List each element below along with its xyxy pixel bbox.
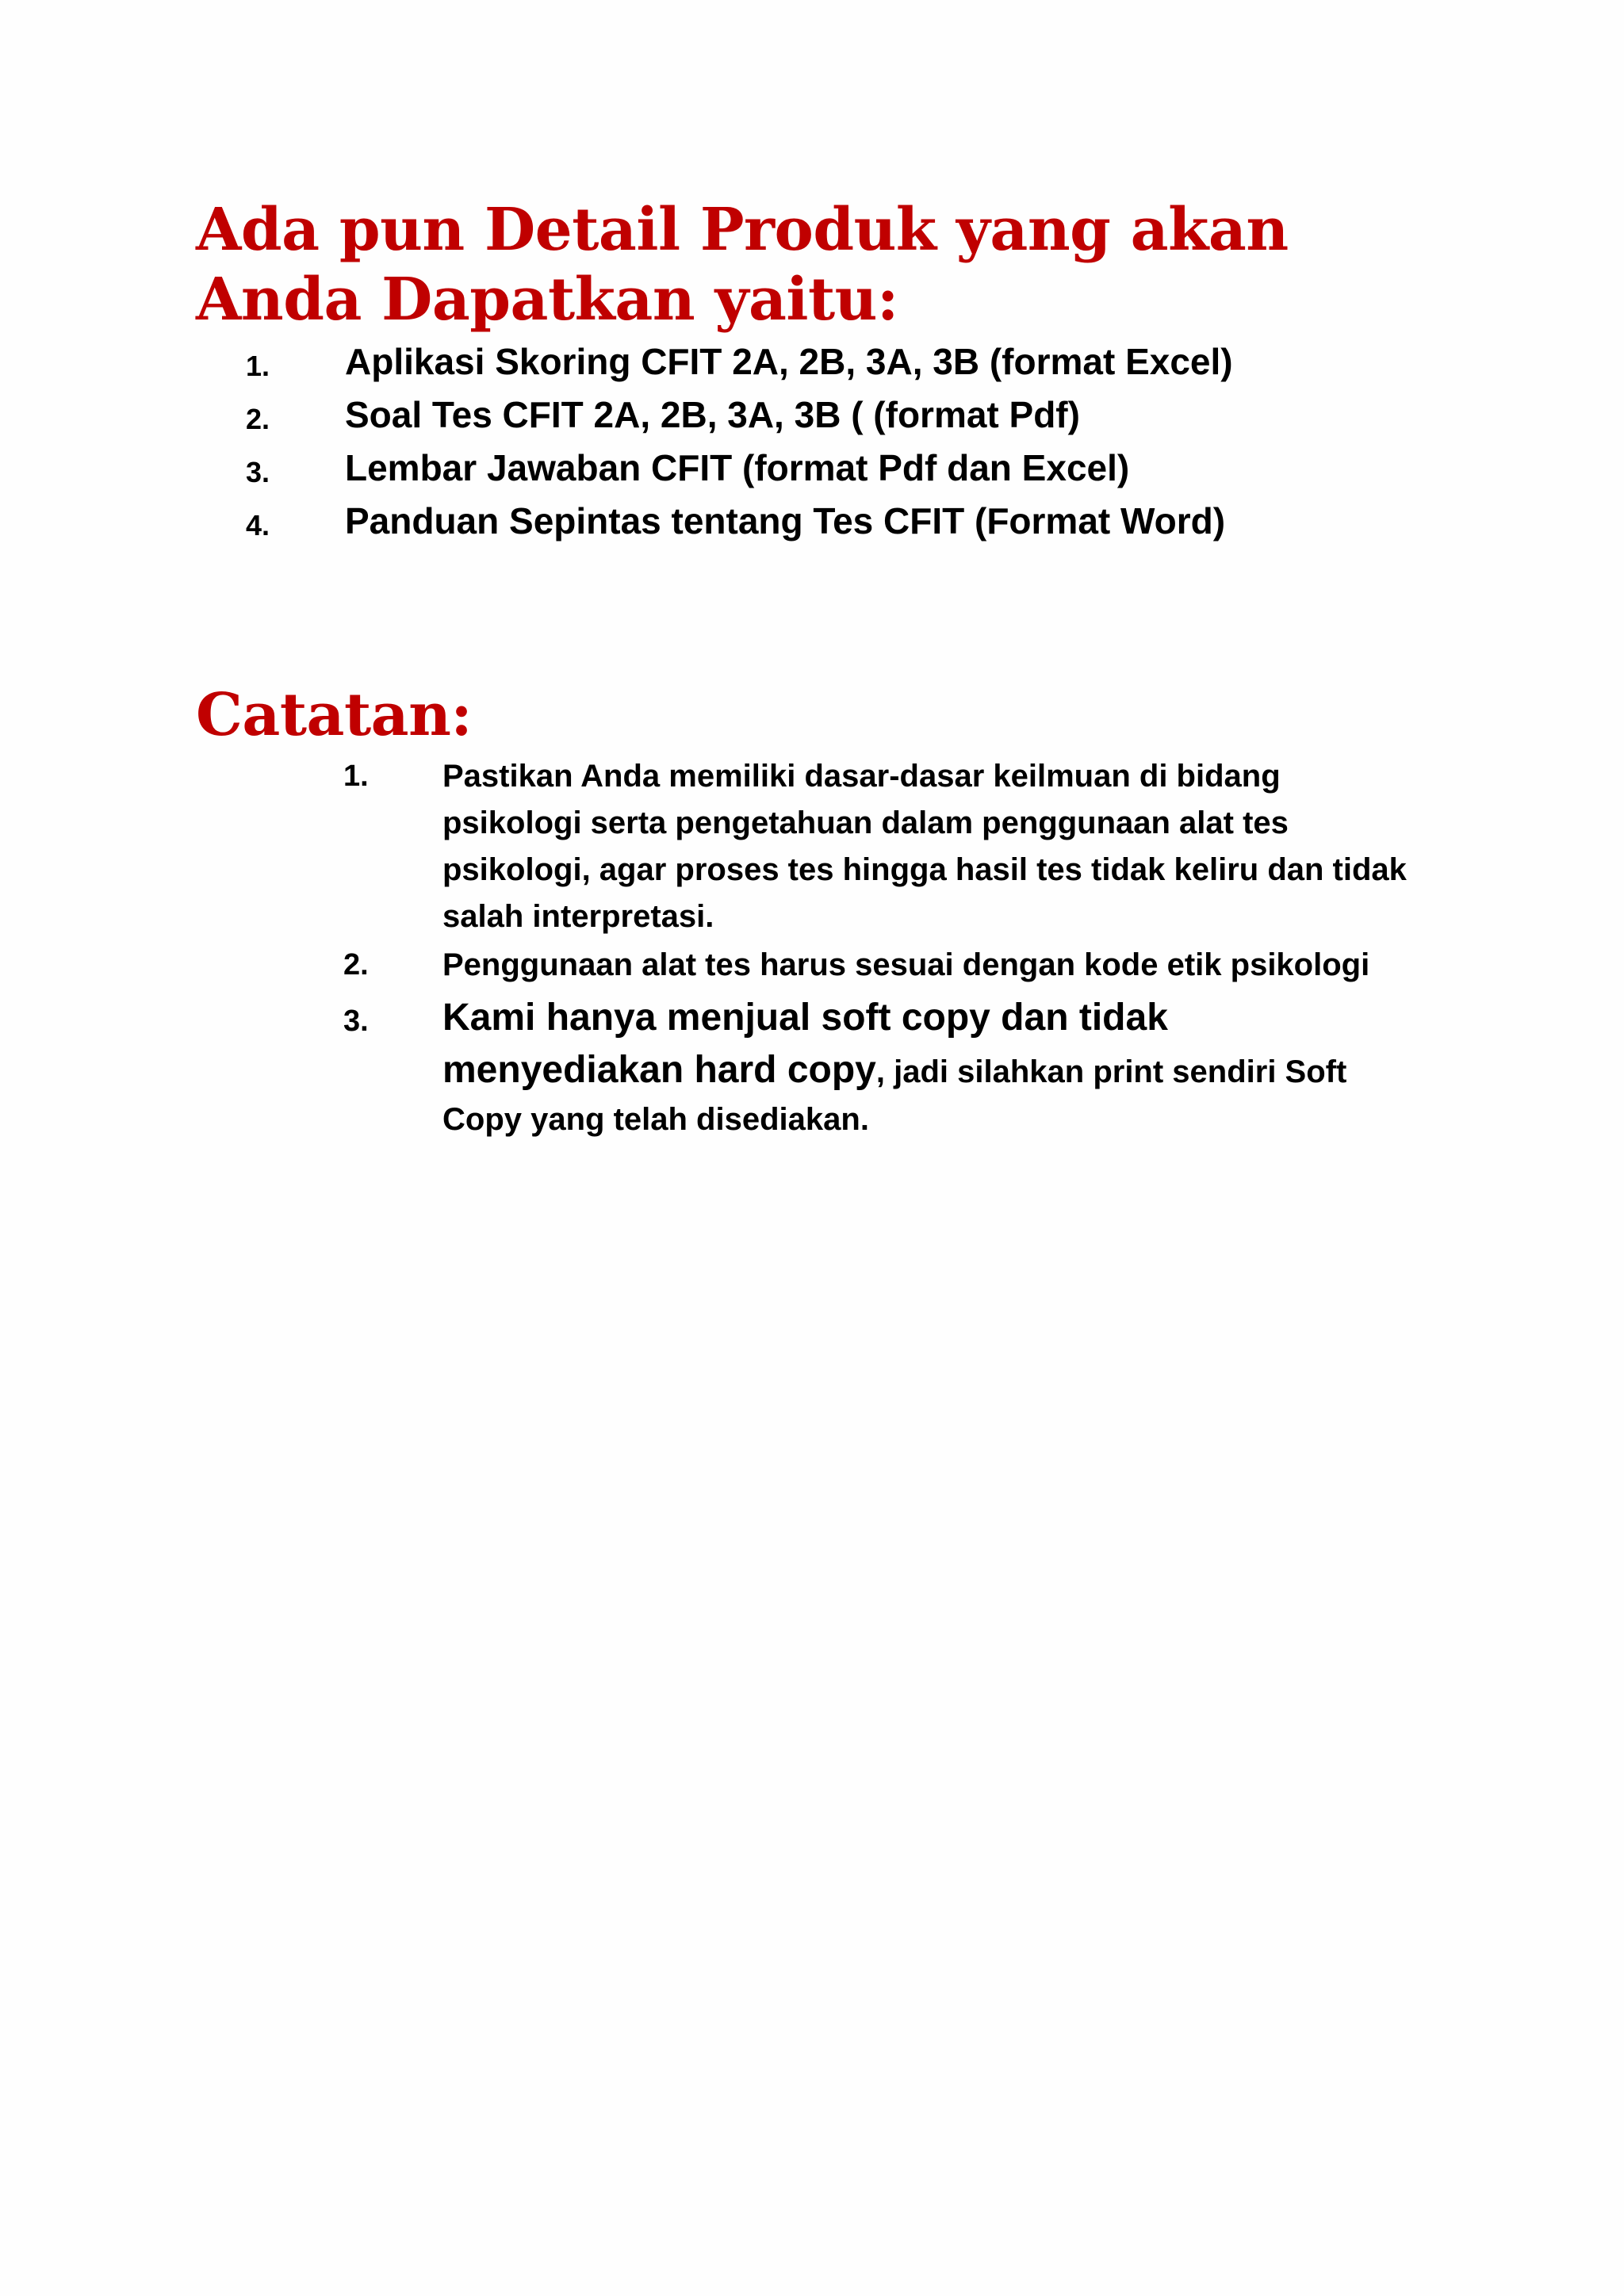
list-item-text: Pastikan Anda memiliki dasar-dasar keilmuan di bidang psikologi serta pengetahuan dalam penggunaan alat tes psikologi, agar proses tes hingga hasil tes tidak keliru dan tidak salah interpretasi. xyxy=(442,759,1407,934)
list-item-number: 3. xyxy=(246,456,270,488)
list-item-number: 2. xyxy=(343,948,369,982)
list-item-text: Aplikasi Skoring CFIT 2A, 2B, 3A, 3B (format Excel) xyxy=(345,341,1233,382)
notes-list xyxy=(343,753,1454,1143)
list-item xyxy=(246,391,1356,444)
list-item-number: 1. xyxy=(343,760,369,793)
list-item xyxy=(246,497,1356,550)
list-item-text: Panduan Sepintas tentang Tes CFIT (Format Word) xyxy=(345,500,1226,541)
trailing-text: , jadi silahkan print sendiri Soft Copy yang telah disediakan. xyxy=(442,1054,1347,1137)
product-details-heading: Ada pun Detail Produk yang akan Anda Dapatkan yaitu: xyxy=(196,196,1289,334)
list-item xyxy=(343,942,1454,989)
list-item xyxy=(246,338,1356,391)
list-item-number: 3. xyxy=(343,1004,369,1038)
list-item xyxy=(246,444,1356,497)
list-item-number: 4. xyxy=(246,509,270,541)
list-item-text xyxy=(442,992,1418,1143)
list-item-text: Soal Tes CFIT 2A, 2B, 3A, 3B ( (format Pdf) xyxy=(345,394,1080,435)
list-item xyxy=(343,992,1454,1143)
notes-heading: Catatan: xyxy=(196,681,473,749)
list-item-text: Lembar Jawaban CFIT (format Pdf dan Excel) xyxy=(345,447,1130,488)
list-item xyxy=(343,753,1454,940)
list-item-number: 2. xyxy=(246,403,270,435)
emphasized-text: Kami hanya menjual soft copy dan tidak menyediakan hard copy xyxy=(442,997,1168,1091)
list-item-number: 1. xyxy=(246,350,270,382)
product-list xyxy=(246,338,1356,550)
list-item-text: Penggunaan alat tes harus sesuai dengan kode etik psikologi xyxy=(442,947,1370,982)
